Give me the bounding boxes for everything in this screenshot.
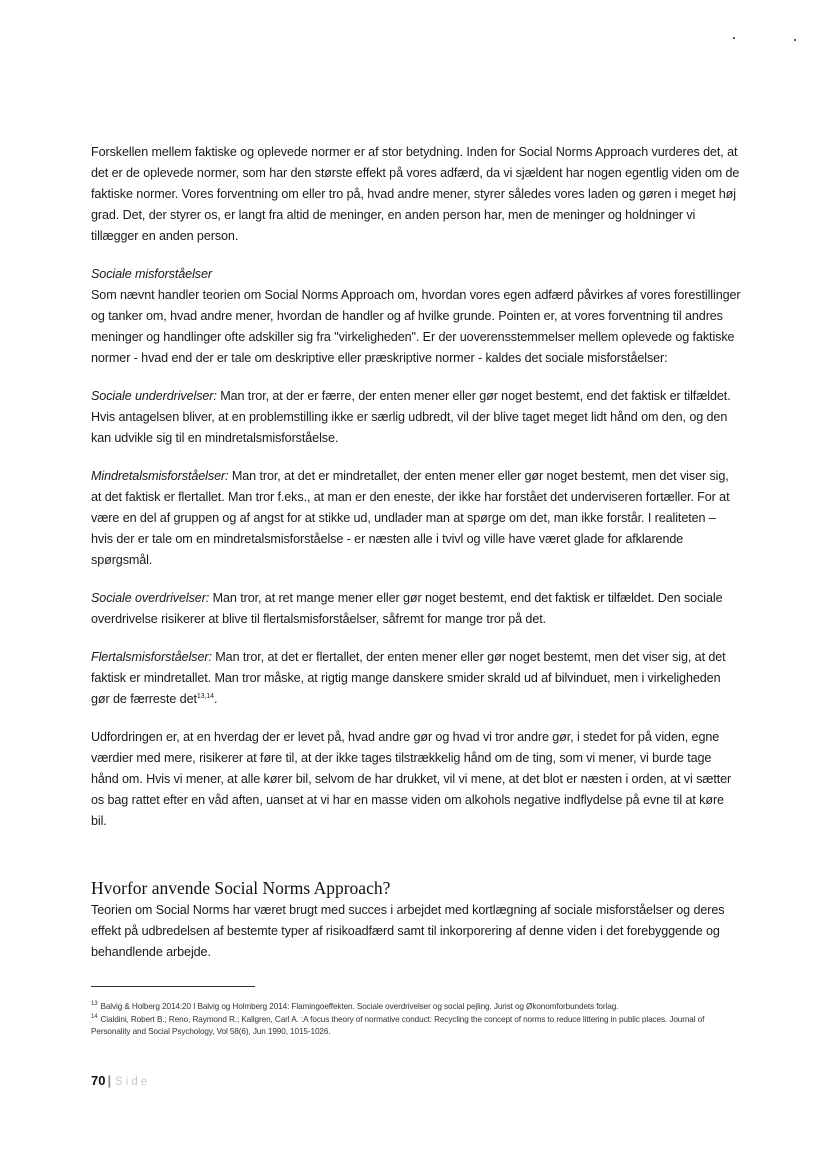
paragraph-end: . [213,692,218,706]
page-separator: | [107,1073,112,1088]
footnote-number: 14 [91,1013,98,1020]
page-number: 70 [91,1073,106,1088]
term-flertalsmisforstaelser: Flertalsmisforståelser: [91,650,212,664]
page-label: Side [115,1076,151,1088]
scan-speck [794,39,796,41]
section-heading: Hvorfor anvende Social Norms Approach? [91,878,391,898]
footnote-13 [91,1001,741,1014]
footnote-text: Cialdini, Robert B.; Reno, Raymond R.; Kallgren, Carl A. :A focus theory of normative conduct: Recycling the concept of norms to reduce littering in public places. Journal of Personality and Social Psychology, Vol 58(6), Jun 1990, 1015-1026. [91,1014,705,1036]
paragraph-udfordringen: Udfordringen er, at en hverdag der er levet på, hvad andre gør og hvad vi tror andre gør, i stedet for på viden, egne værdier med mere, risikerer at føre til, at der ikke tages tilstrækkelig hånd om de ting, som vi mener, vi burde tage hånd om. Hvis vi mener, at alle kører bil, selvom de har drukket, vil vi mene, at det blot er næsten i orden, at vi sætter os bag rattet efter en våd aften, uanset at vi har en masse viden om alkohols negative indflydelse på evne til at køre bil. [91,730,732,828]
paragraph-text: Man tror, at det er mindretallet, der enten mener eller gør noget bestemt, men det viser sig, at det faktisk er flertallet. Man tror f.eks., at man er den eneste, der ikke har forstået det underviseren fortæller. For at være en del af gruppen og af angst for at stikke ud, undlader man at spørge om det, man ikke forstår. I realiteten – hvis der er tale om en mindretalsmisforståelse - er næsten alle i tvivl og ville have været glade for afklarende spørgsmål. [91,469,730,567]
term-sociale-overdrivelser: Sociale overdrivelser: [91,591,210,605]
paragraph-social-misunderstandings [91,264,741,369]
subheading-sociale-misforstaelser: Sociale misforståelser [91,267,212,281]
body-text [91,142,741,980]
paragraph-norms: Forskellen mellem faktiske og oplevede normer er af stor betydning. Inden for Social Norms Approach vurderes det, at det er de oplevede normer, som har den største effekt på vores adfærd, da vi sjældent har nogen egentlig viden om de faktiske normer. Vores forventning om eller tro på, hvad andre mener, styrer således vores laden og gøren i meget høj grad. Det, der styrer os, er langt fra altid de meninger, en anden person har, men de meninger og holdninger vi tillægger en anden person. [91,145,740,243]
page-footer [91,1073,150,1088]
footnotes [91,1001,741,1039]
footnote-text: Balvig & Holberg 2014:20 I Balvig og Holmberg 2014: Flamingoeffekten. Sociale overdrivelser og social pejling. Jurist og Økonomforbundets forlag. [100,1002,619,1011]
paragraph-mindretal [91,466,741,571]
paragraph-text: Man tror, at det er flertallet, der enten mener eller gør noget bestemt, men det viser sig, at det faktisk er mindretallet. Man tror måske, at rigtig mange danskere smider skrald ud af bilvinduet, men i virkeligheden gør de færreste det [91,650,726,706]
footnote-14 [91,1014,741,1039]
scan-speck [733,37,735,39]
term-sociale-underdrivelser: Sociale underdrivelser: [91,389,217,403]
paragraph-underdrivelser [91,386,741,449]
paragraph-text: Som nævnt handler teorien om Social Norms Approach om, hvordan vores egen adfærd påvirkes af vores forestillinger og tanker om, hvad andre mener, hvordan de handler og af hvilke grunde. Pointen er, at vores forventning til andres meninger og handlinger ofte adskiller sig fra "virkeligheden". Er der uoverensstemmelser mellem oplevede og faktiske normer - hvad end der er tale om deskriptive eller præskriptive normer - kaldes det sociale misforståelser: [91,288,741,365]
footnote-reference[interactable]: 13,14 [196,692,214,700]
paragraph-text: Man tror, at der er færre, der enten mener eller gør noget bestemt, end det faktisk er tilfældet. Hvis antagelsen bliver, at en problemstilling ikke er særlig udbredt, vil der blive taget meget lidt hånd om den, og den kan udvikle sig til en mindretalsmisforståelse. [91,389,731,445]
paragraph-overdrivelser [91,588,741,630]
paragraph-teorien: Teorien om Social Norms har været brugt med succes i arbejdet med kortlægning af sociale misforståelser og deres effekt på udbredelsen af bestemte typer af risikoadfærd samt til inkorporering af denne viden i det forebyggende og behandlende arbejde. [91,903,725,959]
footnote-divider [91,986,255,987]
paragraph-text: Man tror, at ret mange mener eller gør noget bestemt, end det faktisk er tilfældet. Den sociale overdrivelse risikerer at blive til flertalsmisforståelser, såfremt for mange tror på det. [91,591,723,626]
paragraph-flertal [91,647,741,710]
footnote-number: 13 [91,1001,98,1008]
term-mindretalsmisforstaelser: Mindretalsmisforståelser: [91,469,229,483]
